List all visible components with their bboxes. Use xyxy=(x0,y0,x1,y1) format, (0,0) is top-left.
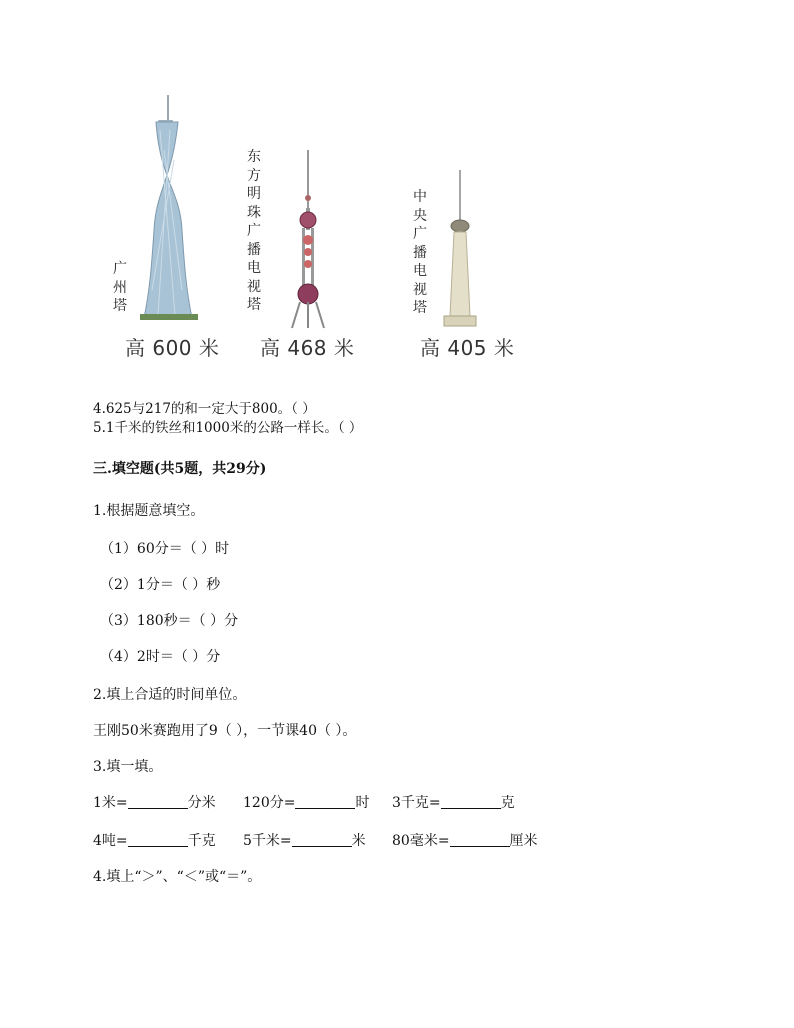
fill-unit: 米 xyxy=(351,833,366,849)
fill-item xyxy=(392,830,538,850)
tower-name-canton: 广 州 塔 xyxy=(113,261,127,314)
question-1-item-2: （2）1分＝（ ）秒 xyxy=(100,577,221,593)
towers-illustration xyxy=(100,90,540,340)
question-1-item-4: （4）2时＝（ ）分 xyxy=(100,649,221,665)
question-2-text: 王刚50米赛跑用了9（ ），一节课40（ ）。 xyxy=(93,723,357,739)
fill-prefix: 120分= xyxy=(243,795,296,811)
judge-question-4: 4.625与217的和一定大于800。（ ） xyxy=(93,401,316,417)
tower-height-canton: 高 600 米 xyxy=(125,336,220,360)
fill-prefix: 3千克= xyxy=(392,795,441,811)
fill-prefix: 80毫米= xyxy=(392,833,450,849)
answer-blank[interactable] xyxy=(128,832,188,847)
judge-question-5: 5.1千米的铁丝和1000米的公路一样长。（ ） xyxy=(93,420,363,436)
towers-figure xyxy=(100,90,540,370)
fill-unit: 千克 xyxy=(187,833,216,849)
fill-prefix: 4吨= xyxy=(93,833,128,849)
fill-prefix: 1米= xyxy=(93,795,128,811)
oriental-pearl-tower-drawing xyxy=(292,150,324,328)
canton-tower-drawing xyxy=(140,95,198,320)
fill-unit: 时 xyxy=(355,795,370,811)
tower-name-oriental-pearl: 东 方 明 珠 广 播 电 视 塔 xyxy=(247,149,261,313)
answer-blank[interactable] xyxy=(128,794,188,809)
fill-unit: 克 xyxy=(500,795,515,811)
question-1-item-3: （3）180秒＝（ ）分 xyxy=(100,613,239,629)
question-4-title: 4.填上“＞”、“＜”或“＝”。 xyxy=(93,869,262,885)
fill-item xyxy=(93,830,216,850)
answer-blank[interactable] xyxy=(292,832,352,847)
answer-blank[interactable] xyxy=(441,794,501,809)
fill-unit: 厘米 xyxy=(509,833,538,849)
question-3-title: 3.填一填。 xyxy=(93,759,163,775)
tower-height-oriental-pearl: 高 468 米 xyxy=(260,336,355,360)
question-1-title: 1.根据题意填空。 xyxy=(93,503,205,519)
fill-item xyxy=(243,792,369,812)
tower-height-cctv: 高 405 米 xyxy=(420,336,515,360)
answer-blank[interactable] xyxy=(450,832,510,847)
fill-item xyxy=(93,792,216,812)
answer-blank[interactable] xyxy=(295,794,355,809)
fill-item xyxy=(392,792,515,812)
fill-unit: 分米 xyxy=(187,795,216,811)
fill-prefix: 5千米= xyxy=(243,833,292,849)
fill-item xyxy=(243,830,366,850)
tower-name-cctv: 中 央 广 播 电 视 塔 xyxy=(413,189,427,316)
question-1-item-1: （1）60分＝（ ）时 xyxy=(100,541,230,557)
question-2-title: 2.填上合适的时间单位。 xyxy=(93,687,247,703)
section-title: 三.填空题(共5题，共29分) xyxy=(93,461,267,477)
cctv-tower-drawing xyxy=(444,170,476,326)
